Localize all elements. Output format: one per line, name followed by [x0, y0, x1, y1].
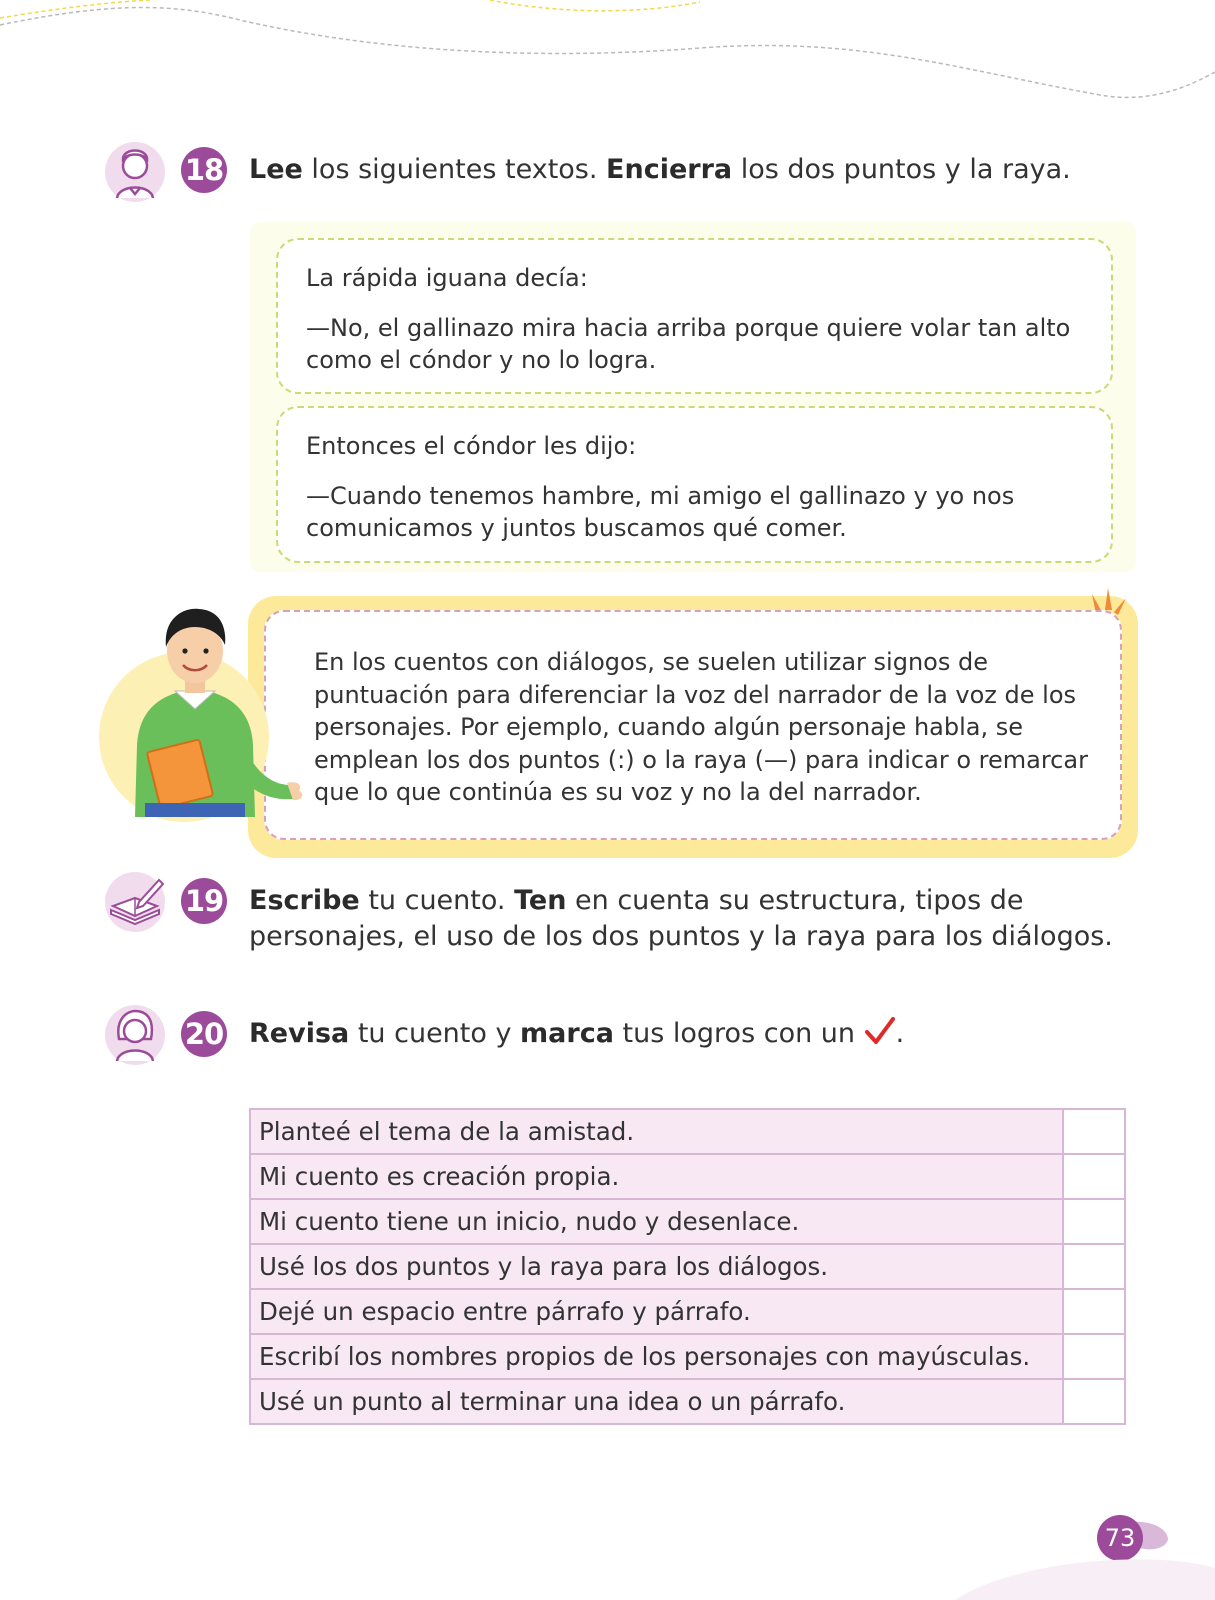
checklist-item-label: Mi cuento tiene un inicio, nudo y desenlace. [250, 1199, 1063, 1244]
instruction-text: en cuenta su estructura, tipos de personajes, el uso de los dos puntos y la raya para los diálogos. [249, 885, 1113, 952]
instruction-verb-lee: Lee [249, 154, 303, 185]
checklist-row [250, 1244, 1125, 1289]
achievement-checklist [249, 1108, 1126, 1425]
checklist-item-label: Usé un punto al terminar una idea o un párrafo. [250, 1379, 1063, 1424]
checklist-row [250, 1154, 1125, 1199]
checklist-check-cell[interactable] [1063, 1289, 1125, 1334]
checklist-row [250, 1379, 1125, 1424]
page-number: 73 [1097, 1515, 1143, 1561]
text-box-condor [276, 406, 1113, 563]
instruction-text: . [895, 1018, 905, 1049]
student-boy-icon [105, 142, 165, 202]
instruction-text: tus logros con un [613, 1018, 864, 1049]
text-box-line: Entonces el cóndor les dijo: [306, 432, 637, 460]
checklist-row [250, 1199, 1125, 1244]
checklist-check-cell[interactable] [1063, 1109, 1125, 1154]
instruction-text: los dos puntos y la raya. [732, 154, 1071, 185]
info-box [264, 610, 1122, 840]
checklist-check-cell[interactable] [1063, 1334, 1125, 1379]
checklist-item-label: Mi cuento es creación propia. [250, 1154, 1063, 1199]
writing-book-icon [105, 872, 165, 932]
text-box-dialogue: —Cuando tenemos hambre, mi amigo el gallinazo y yo nos comunicamos y juntos buscamos qué comer. [306, 482, 1015, 542]
checklist-row [250, 1289, 1125, 1334]
checklist-item-label: Dejé un espacio entre párrafo y párrafo. [250, 1289, 1063, 1334]
info-box-text: En los cuentos con diálogos, se suelen utilizar signos de puntuación para diferenciar la voz del narrador de la voz de los personajes. Por ejemplo, cuando algún personaje habla, se emplean los dos puntos (:) o la raya (—) para indicar o remarcar que lo que continúa es su voz y no la del narrador. [314, 648, 1088, 806]
checklist-row [250, 1334, 1125, 1379]
text-box-iguana [276, 238, 1113, 394]
activity-19-instruction [249, 883, 1129, 955]
text-box-line: La rápida iguana decía: [306, 264, 588, 292]
activity-number-20: 20 [181, 1011, 227, 1057]
checkmark-icon [864, 1016, 896, 1046]
student-girl-icon [105, 1005, 165, 1065]
checklist-check-cell[interactable] [1063, 1199, 1125, 1244]
activity-number-19: 19 [181, 878, 227, 924]
instruction-verb-escribe: Escribe [249, 885, 360, 916]
instruction-verb-marca: marca [520, 1018, 614, 1049]
instruction-text: tu cuento y [349, 1018, 521, 1049]
instruction-text: tu cuento. [359, 885, 515, 916]
instruction-verb-encierra: Encierra [606, 154, 733, 185]
checklist-row [250, 1109, 1125, 1154]
checklist-item-label: Escribí los nombres propios de los personajes con mayúsculas. [250, 1334, 1063, 1379]
activity-number-18: 18 [181, 147, 227, 193]
checklist-check-cell[interactable] [1063, 1244, 1125, 1289]
checklist-check-cell[interactable] [1063, 1154, 1125, 1199]
bottom-curve-decoration [955, 1550, 1215, 1600]
instruction-verb-revisa: Revisa [249, 1018, 350, 1049]
activity-20-instruction [249, 1016, 1129, 1052]
top-wave-decoration [0, 0, 1215, 110]
checklist-check-cell[interactable] [1063, 1379, 1125, 1424]
activity-18-instruction [249, 152, 1129, 188]
checklist-item-label: Usé los dos puntos y la raya para los diálogos. [250, 1244, 1063, 1289]
checklist-item-label: Planteé el tema de la amistad. [250, 1109, 1063, 1154]
instruction-text: los siguientes textos. [302, 154, 607, 185]
instruction-verb-ten: Ten [514, 885, 567, 916]
teacher-illustration [115, 605, 315, 835]
text-box-dialogue: —No, el gallinazo mira hacia arriba porque quiere volar tan alto como el cóndor y no lo logra. [306, 314, 1071, 374]
